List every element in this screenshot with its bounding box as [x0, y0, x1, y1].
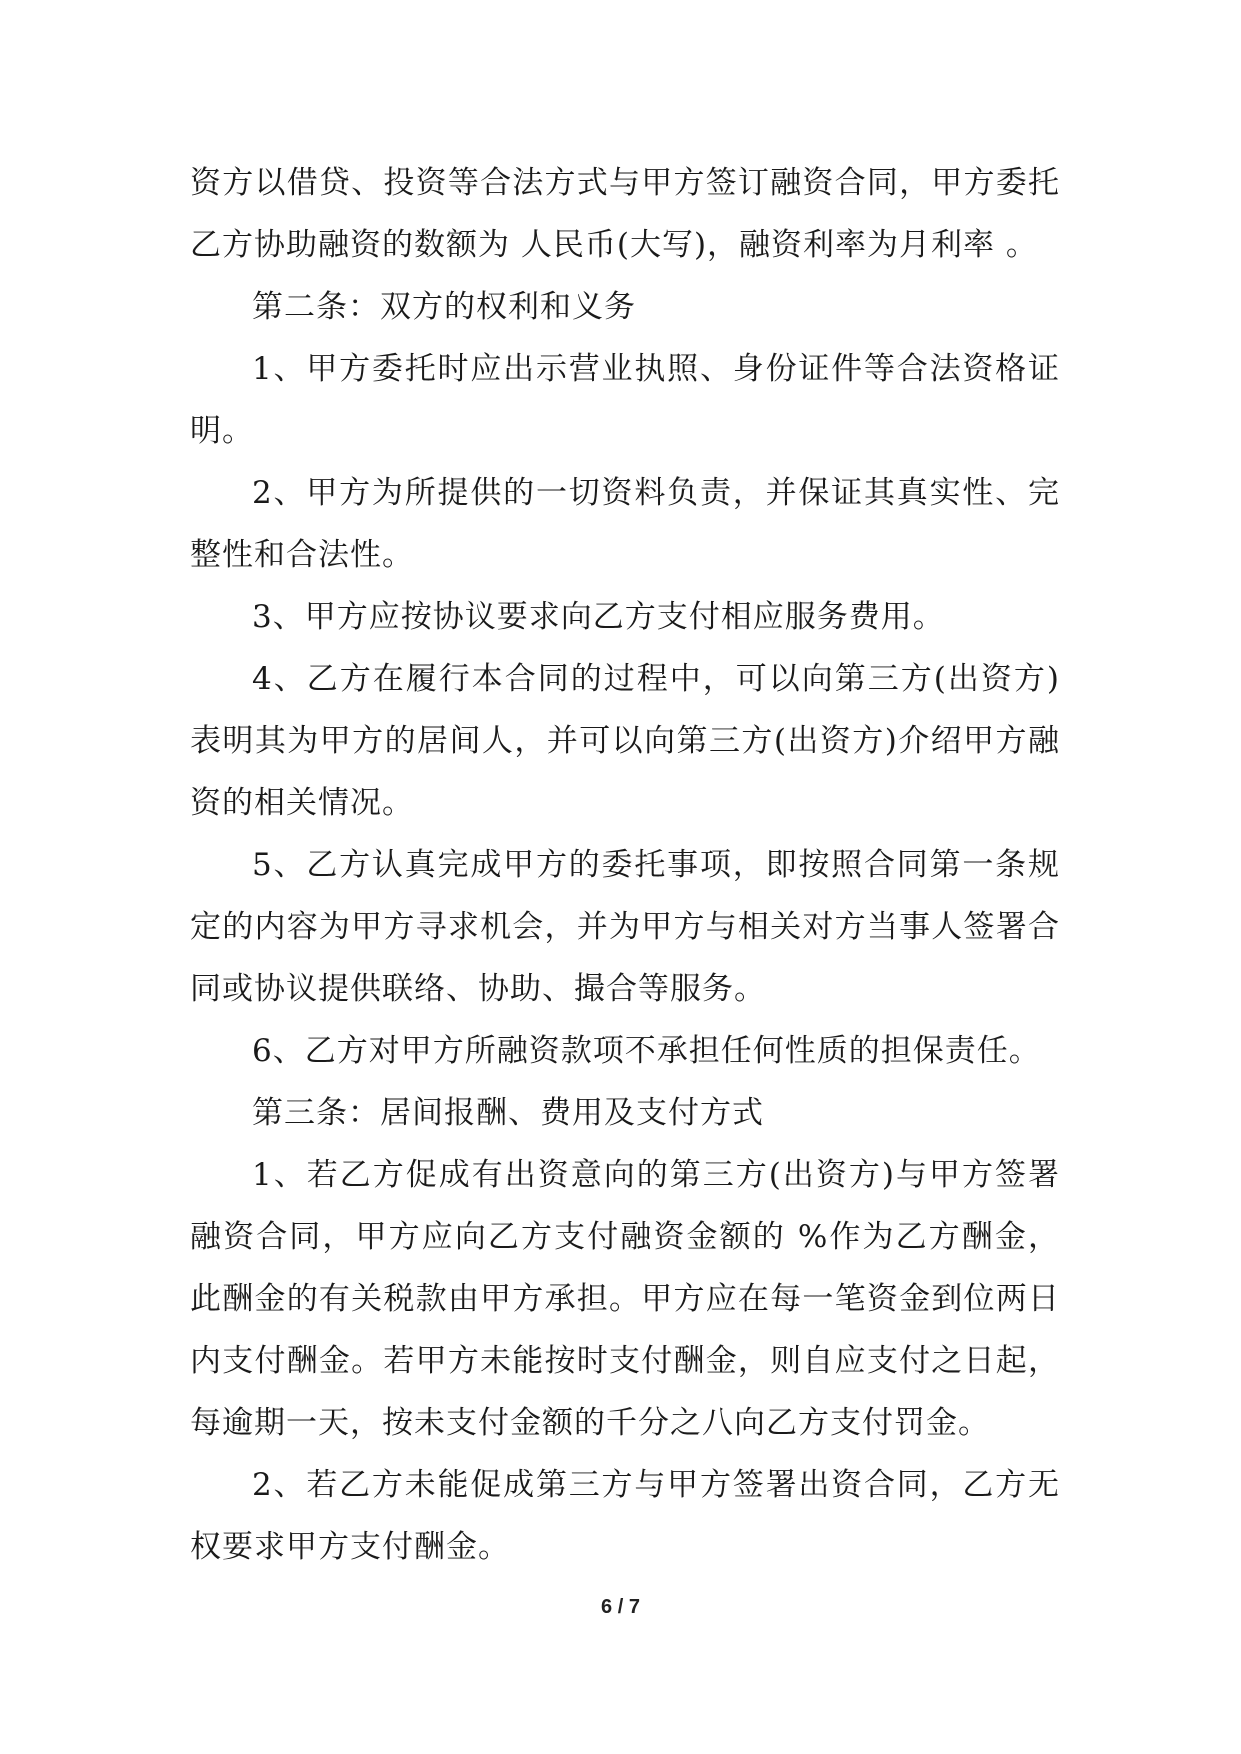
section-heading: 第三条：居间报酬、费用及支付方式 [252, 1095, 764, 1131]
document-body [190, 152, 1060, 1578]
paragraph: 3、甲方应按协议要求向乙方支付相应服务费用。 [252, 599, 945, 635]
paragraph: 2、甲方为所提供的一切资料负责，并保证其真实性、完整性和合法性。 [190, 475, 1060, 573]
paragraph: 5、乙方认真完成甲方的委托事项，即按照合同第一条规定的内容为甲方寻求机会，并为甲方与相关对方当事人签署合同或协议提供联络、协助、撮合等服务。 [190, 847, 1060, 1007]
paragraph: 2、若乙方未能促成第三方与甲方签署出资合同，乙方无权要求甲方支付酬金。 [190, 1467, 1060, 1565]
page-number: 6 / 7 [601, 1596, 640, 1618]
paragraph: 4、乙方在履行本合同的过程中，可以向第三方(出资方)表明其为甲方的居间人，并可以向第三方(出资方)介绍甲方融资的相关情况。 [190, 661, 1060, 821]
section-heading: 第二条：双方的权利和义务 [252, 289, 636, 325]
paragraph: 1、若乙方促成有出资意向的第三方(出资方)与甲方签署融资合同，甲方应向乙方支付融资金额的 %作为乙方酬金，此酬金的有关税款由甲方承担。甲方应在每一笔资金到位两日内支付酬金。若甲方未能按时支付酬金，则自应支付之日起，每逾期一天，按未支付金额的千分之八向乙方支付罚金。 [190, 1157, 1060, 1441]
paragraph: 6、乙方对甲方所融资款项不承担任何性质的担保责任。 [252, 1033, 1041, 1069]
paragraph: 1、甲方委托时应出示营业执照、身份证件等合法资格证明。 [190, 351, 1060, 449]
paragraph: 资方以借贷、投资等合法方式与甲方签订融资合同，甲方委托乙方协助融资的数额为 人民币(大写)，融资利率为月利率 。 [190, 165, 1060, 263]
